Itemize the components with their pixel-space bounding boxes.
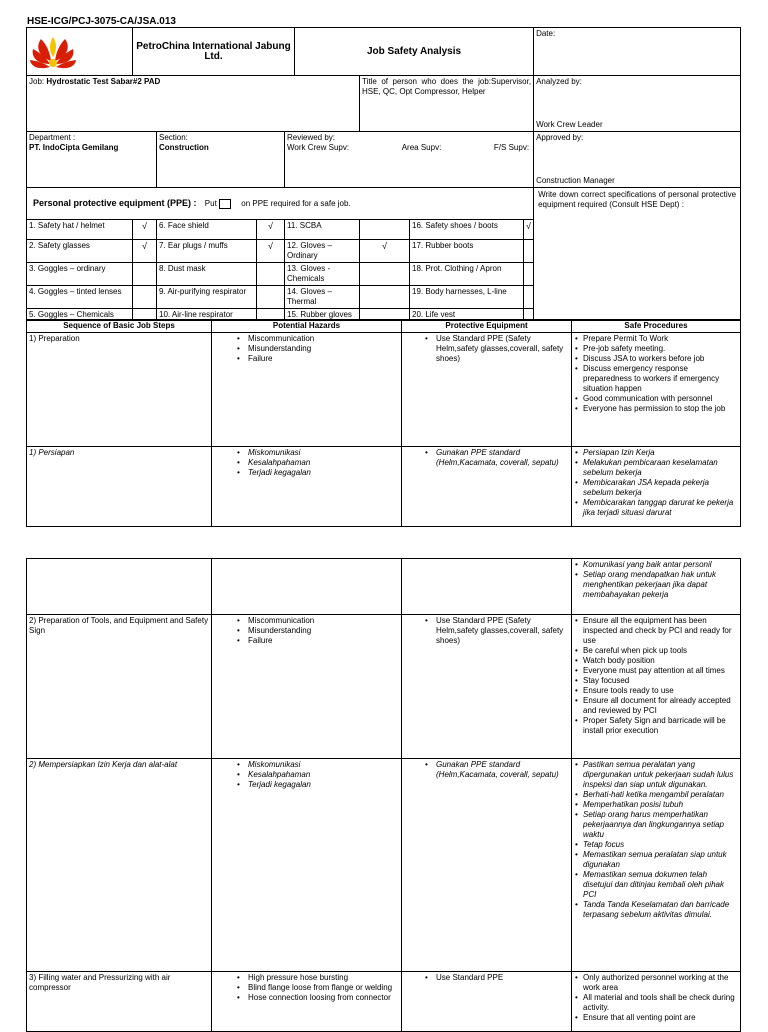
- ppe-check[interactable]: [133, 286, 157, 309]
- ppe-check[interactable]: [524, 263, 534, 286]
- list-item: • All material and tools shall be check during activity.: [574, 993, 738, 1013]
- list-item: • Berhati-hati ketika mengambil peralatan: [574, 790, 738, 800]
- ppe-item: 3. Goggles – ordinary: [27, 263, 133, 286]
- hazards-cell: [212, 447, 402, 527]
- ppe-required: on PPE required for a safe job.: [241, 199, 351, 208]
- ppe-item: 9. Air-purifying respirator: [157, 286, 257, 309]
- list-item: • Gunakan PPE standard (Helm,Kacamata, coverall, sepatu): [424, 760, 569, 780]
- list-item: • Misunderstanding: [236, 626, 399, 636]
- list-item: • Be careful when pick up tools: [574, 646, 738, 656]
- petrochina-logo-icon: [29, 31, 77, 71]
- ppe-check[interactable]: [524, 240, 534, 263]
- list-item: • Ensure that all venting point are: [574, 1013, 738, 1023]
- list-item: • Kesalahpahaman: [236, 770, 399, 780]
- section-cell: [157, 132, 285, 188]
- ppe-item: 7. Ear plugs / muffs: [157, 240, 257, 263]
- approved-by-cell: [534, 132, 741, 188]
- section-label: Section:: [159, 133, 188, 142]
- list-item: • Memperhatikan posisi tubuh: [574, 800, 738, 810]
- list-item: • Miskomunikasi: [236, 760, 399, 770]
- ppe-item: 10. Air-line respirator: [157, 309, 257, 321]
- reviewed-by-cell: [285, 132, 534, 188]
- ppe-put: Put: [204, 199, 217, 208]
- ppe-item: 20. Life vest: [410, 309, 524, 321]
- list-item: • Membicarakan tanggap darurat ke pekerja jika terjadi situasi darurat: [574, 498, 738, 518]
- header-procedures: Safe Procedures: [572, 320, 741, 333]
- hazards-cell: [212, 615, 402, 759]
- protective-cell: [402, 333, 572, 447]
- protective-cell: [402, 615, 572, 759]
- header-protective: Protective Equipment: [402, 320, 572, 333]
- ppe-check[interactable]: √: [257, 220, 285, 240]
- protective-cell: [402, 972, 572, 1032]
- ppe-check[interactable]: [360, 220, 410, 240]
- list-item: • Misunderstanding: [236, 344, 399, 354]
- list-item: • Use Standard PPE (Safety Helm,safety glasses,coverall, safety shoes): [424, 616, 569, 646]
- procedures-cell: [572, 972, 741, 1032]
- ppe-check[interactable]: [360, 263, 410, 286]
- list-item: • Persiapan Izin Kerja: [574, 448, 738, 458]
- protective-cell: [402, 559, 572, 615]
- reviewed-by-label: Reviewed by:: [287, 133, 336, 142]
- analyzed-by-cell: [534, 76, 741, 132]
- list-item: • Failure: [236, 354, 399, 364]
- ppe-item: 15. Rubber gloves: [285, 309, 360, 321]
- header-hazards: Potential Hazards: [212, 320, 402, 333]
- list-item: • Ensure all the equipment has been inspected and check by PCI and ready for use: [574, 616, 738, 646]
- list-item: • Membicarakan JSA kepada pekerja sebelum bekerja: [574, 478, 738, 498]
- ppe-check[interactable]: [360, 286, 410, 309]
- job-value: Hydrostatic Test Sabar#2 PAD: [46, 77, 161, 86]
- ppe-item: 6. Face shield: [157, 220, 257, 240]
- list-item: • Discuss JSA to workers before job: [574, 354, 738, 364]
- procedures-cell: [572, 559, 741, 615]
- step-cell: 2) Preparation of Tools, and Equipment and Safety Sign: [27, 615, 212, 759]
- list-item: • Miscommunication: [236, 334, 399, 344]
- ppe-label: Personal protective equipment (PPE) :: [33, 198, 197, 208]
- ppe-item: 19. Body harnesses, L-line: [410, 286, 524, 309]
- list-item: • Gunakan PPE standard (Helm,Kacamata, coverall, sepatu): [424, 448, 569, 468]
- ppe-item: 11. SCBA: [285, 220, 360, 240]
- list-item: • Pastikan semua peralatan yang dipergunakan untuk pekerjaan sudah lulus inspeksi dan siap untuk digunakan.: [574, 760, 738, 790]
- ppe-item: 18. Prot. Clothing / Apron: [410, 263, 524, 286]
- reviewed-fs: F/S Supv:: [493, 143, 530, 152]
- step-cell: 3) Filling water and Pressurizing with air compressor: [27, 972, 212, 1032]
- ppe-check[interactable]: √: [257, 240, 285, 263]
- ppe-item: 4. Goggles – tinted lenses: [27, 286, 133, 309]
- list-item: • Terjadi kegagalan: [236, 468, 399, 478]
- department-cell: [27, 132, 157, 188]
- ppe-check[interactable]: [257, 286, 285, 309]
- ppe-item: 2. Safety glasses: [27, 240, 133, 263]
- list-item: • Memastikan semua dokumen telah disetujui dan ditinjau kembali oleh pihak PCI: [574, 870, 738, 900]
- analyzed-by-label: Analyzed by:: [536, 77, 582, 86]
- step-cell: 1) Persiapan: [27, 447, 212, 527]
- ppe-check[interactable]: [133, 263, 157, 286]
- ppe-item: 13. Gloves - Chemicals: [285, 263, 360, 286]
- list-item: • Pre-job safety meeting.: [574, 344, 738, 354]
- list-item: • Watch body position: [574, 656, 738, 666]
- department-label: Department :: [29, 133, 76, 142]
- hazards-cell: [212, 333, 402, 447]
- job-label: Job:: [29, 77, 45, 86]
- list-item: • Hose connection loosing from connector: [236, 993, 399, 1003]
- protective-cell: [402, 447, 572, 527]
- list-item: • Ensure tools ready to use: [574, 686, 738, 696]
- ppe-item: 8. Dust mask: [157, 263, 257, 286]
- reviewed-area: Area Supv:: [401, 143, 442, 152]
- ppe-item: 12. Gloves – Ordinary: [285, 240, 360, 263]
- list-item: • Everyone must pay attention at all times: [574, 666, 738, 676]
- list-item: • Ensure all document for already accepted and reviewed by PCI: [574, 696, 738, 716]
- step-cell: [27, 559, 212, 615]
- reviewed-work-crew: Work Crew Supv:: [287, 143, 350, 152]
- date-field[interactable]: Date:: [534, 28, 741, 76]
- jsa-steps-table: [26, 319, 741, 527]
- list-item: • Use Standard PPE (Safety Helm,safety glasses,coverall, safety shoes): [424, 334, 569, 364]
- ppe-spec-note: Write down correct specifications of personal protective equipment required (Consult HSE Dept) :: [534, 188, 741, 321]
- hazards-cell: [212, 972, 402, 1032]
- list-item: • Setiap orang mendapatkan hak untuk menghentikan pekerjaan jika dapat membahayakan pekerja: [574, 570, 738, 600]
- title-person: Title of person who does the job:Supervisor, HSE, QC, Opt Compressor, Helper: [360, 76, 534, 132]
- procedures-cell: [572, 759, 741, 972]
- header-steps: Sequence of Basic Job Steps: [27, 320, 212, 333]
- checkbox-icon: [219, 199, 231, 209]
- protective-cell: [402, 759, 572, 972]
- list-item: • High pressure hose bursting: [236, 973, 399, 983]
- logo-cell: [27, 28, 133, 76]
- list-item: • Melakukan pembicaraan keselamatan sebelum bekerja: [574, 458, 738, 478]
- list-item: • Only authorized personnel working at the work area: [574, 973, 738, 993]
- ppe-item: 1. Safety hat / helmet: [27, 220, 133, 240]
- hazards-cell: [212, 759, 402, 972]
- ppe-check[interactable]: √: [360, 240, 410, 263]
- list-item: • Stay focused: [574, 676, 738, 686]
- department-value: PT. IndoCipta Gemilang: [29, 143, 119, 152]
- job-cell: [27, 76, 360, 132]
- list-item: • Prepare Permit To Work: [574, 334, 738, 344]
- approved-by-value: Construction Manager: [536, 176, 615, 185]
- form-title: Job Safety Analysis: [295, 28, 534, 76]
- approved-by-label: Approved by:: [536, 133, 584, 142]
- ppe-check[interactable]: √: [133, 220, 157, 240]
- list-item: • Miscommunication: [236, 616, 399, 626]
- procedures-cell: [572, 333, 741, 447]
- procedures-cell: [572, 447, 741, 527]
- list-item: • Tetap focus: [574, 840, 738, 850]
- ppe-header: [27, 188, 534, 220]
- list-item: • Kesalahpahaman: [236, 458, 399, 468]
- list-item: • Failure: [236, 636, 399, 646]
- list-item: • Everyone has permission to stop the job: [574, 404, 738, 414]
- list-item: • Komunikasi yang baik antar personil: [574, 560, 738, 570]
- jsa-header-table: [26, 27, 741, 321]
- list-item: • Blind flange loose from flange or welding: [236, 983, 399, 993]
- ppe-check[interactable]: √: [133, 240, 157, 263]
- ppe-item: 14. Gloves – Thermal: [285, 286, 360, 309]
- list-item: • Memastikan semua peralatan siap untuk digunakan: [574, 850, 738, 870]
- list-item: • Terjadi kegagalan: [236, 780, 399, 790]
- list-item: • Proper Safety Sign and barricade will be install prior execution: [574, 716, 738, 736]
- section-value: Construction: [159, 143, 209, 152]
- list-item: • Good communication with personnel: [574, 394, 738, 404]
- ppe-check[interactable]: √: [524, 220, 534, 240]
- step-cell: 2) Mempersiapkan Izin Kerja dan alat-alat: [27, 759, 212, 972]
- hazards-cell: [212, 559, 402, 615]
- analyzed-by-value: Work Crew Leader: [536, 120, 603, 129]
- document-code: HSE-ICG/PCJ-3075-CA/JSA.013: [27, 16, 176, 27]
- step-cell: 1) Preparation: [27, 333, 212, 447]
- procedures-cell: [572, 615, 741, 759]
- list-item: • Discuss emergency response preparedness to workers if emergency situation happen: [574, 364, 738, 394]
- ppe-check[interactable]: [257, 263, 285, 286]
- list-item: • Use Standard PPE: [424, 973, 569, 983]
- ppe-item: 16. Safety shoes / boots: [410, 220, 524, 240]
- list-item: • Tanda Tanda Keselamatan dan barricade terpasang sebelum aktivitas dimulai.: [574, 900, 738, 920]
- ppe-check[interactable]: [524, 286, 534, 309]
- list-item: • Setiap orang harus memperhatikan pekerjaannya dan lingkungannya setiap waktu: [574, 810, 738, 840]
- ppe-item: 17. Rubber boots: [410, 240, 524, 263]
- jsa-steps-table-continued: [26, 558, 741, 1032]
- company-name: PetroChina International Jabung Ltd.: [133, 28, 295, 76]
- list-item: • Miskomunikasi: [236, 448, 399, 458]
- ppe-item: 5. Goggles – Chemicals: [27, 309, 133, 321]
